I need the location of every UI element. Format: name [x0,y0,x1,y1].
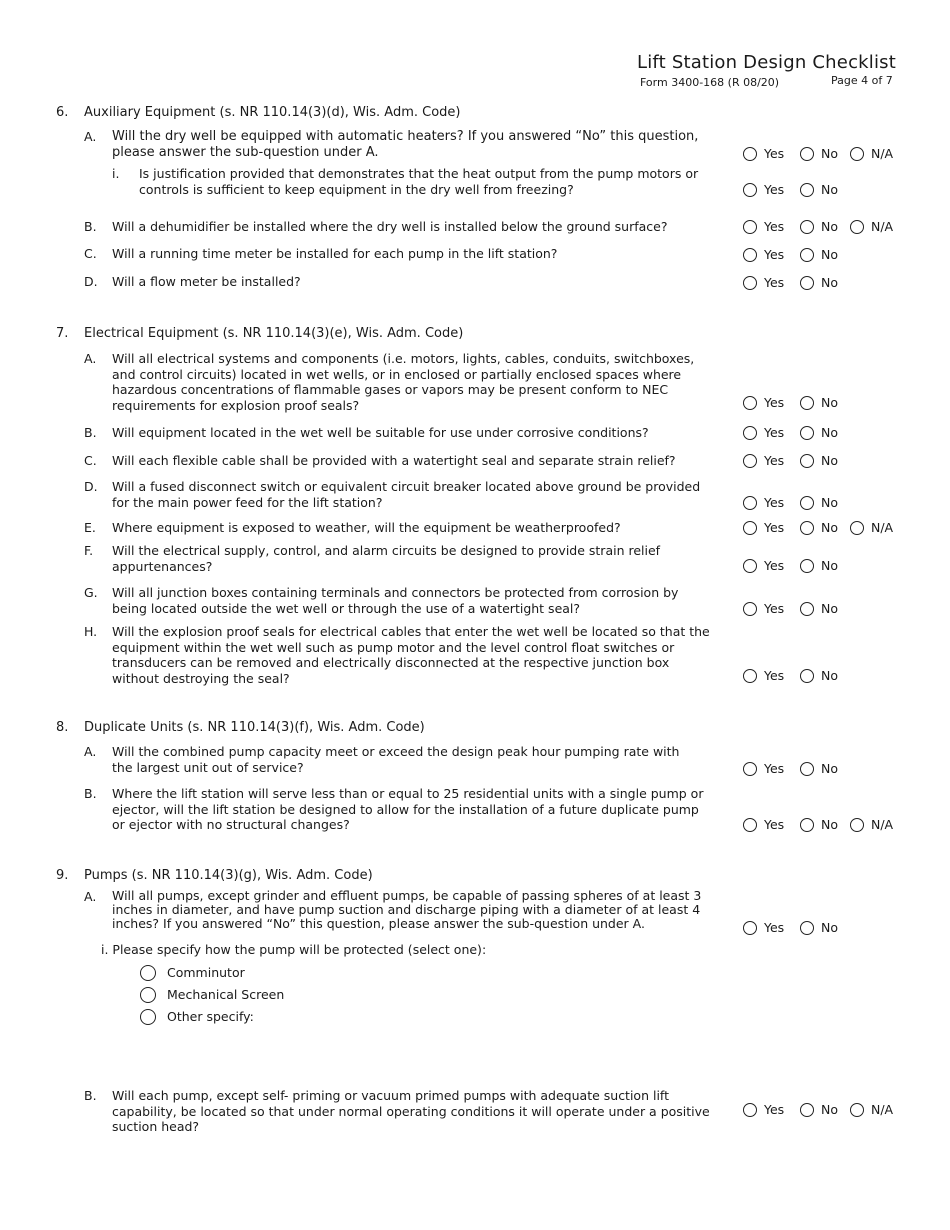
mechanical-screen-radio[interactable] [140,987,156,1003]
q7d-no-radio[interactable] [800,496,814,510]
q6b-letter: B. [84,219,97,234]
q9b-text: Will each pump, except self- priming or vacuum primed pumps with adequate suction lift capability, be located so that under normal operating conditions it will operate under a positive suction head? [112,1088,710,1134]
q6ai-yes-label: Yes [764,182,785,197]
q7e-na-label: N/A [871,520,894,535]
form-number: Form 3400-168 (R 08/20) [640,76,780,89]
q7b-no-label: No [821,425,838,440]
q6d-text: Will a flow meter be installed? [112,274,301,289]
section-7-number: 7. [56,326,69,341]
q7f-no-radio[interactable] [800,559,814,573]
q7c-no-label: No [821,453,838,468]
q6b-no-label: No [821,219,838,234]
q8a-yes-radio[interactable] [743,762,757,776]
q9a-yes-label: Yes [764,920,785,935]
q6b-no-radio[interactable] [800,220,814,234]
q7c-text: Will each flexible cable shall be provided with a watertight seal and separate strain relief? [112,453,676,468]
q7f-yes-label: Yes [764,558,785,573]
q8a-no-label: No [821,761,838,776]
q9b-yes-radio[interactable] [743,1103,757,1117]
q7d-no-label: No [821,495,838,510]
q6d-no-label: No [821,275,838,290]
q7e-no-radio[interactable] [800,521,814,535]
q7d-yes-radio[interactable] [743,496,757,510]
q9b-na-radio[interactable] [850,1103,864,1117]
q7h-text: Will the explosion proof seals for electrical cables that enter the wet well be located so that the equipment within the wet well such as pump motor and the level control float switches or transducers can be removed and electrically disconnected at the respective junction box without destroying the seal? [112,624,710,686]
q6a-text: Will the dry well be equipped with automatic heaters? If you answered “No” this question, please answer the sub-question under A. [112,129,699,160]
mechanical-screen-label: Mechanical Screen [167,987,285,1002]
q7h-yes-label: Yes [764,668,785,683]
q6a-yes-radio[interactable] [743,147,757,161]
q6b-text: Will a dehumidifier be installed where the dry well is installed below the ground surface? [112,219,668,234]
section-8-title: Duplicate Units (s. NR 110.14(3)(f), Wis. Adm. Code) [84,720,425,735]
q6d-no-radio[interactable] [800,276,814,290]
q6a-no-radio[interactable] [800,147,814,161]
comminutor-radio[interactable] [140,965,156,981]
q9b-no-label: No [821,1102,838,1117]
q7h-letter: H. [84,624,98,639]
q7a-no-label: No [821,395,838,410]
q7g-letter: G. [84,585,98,600]
q7b-no-radio[interactable] [800,426,814,440]
q7e-yes-label: Yes [764,520,785,535]
q6b-yes-label: Yes [764,219,785,234]
q8b-na-radio[interactable] [850,818,864,832]
q7h-no-label: No [821,668,838,683]
page-number: Page 4 of 7 [831,74,893,87]
q7h-yes-radio[interactable] [743,669,757,683]
q7c-letter: C. [84,453,97,468]
q9b-na-label: N/A [871,1102,894,1117]
q7c-yes-radio[interactable] [743,454,757,468]
q8b-no-radio[interactable] [800,818,814,832]
q7a-no-radio[interactable] [800,396,814,410]
q7a-yes-label: Yes [764,395,785,410]
section-9-number: 9. [56,868,69,883]
q7g-text: Will all junction boxes containing terminals and connectors be protected from corrosion by being located outside the wet well or through the use of a watertight seal? [112,585,679,616]
q6ai-yes-radio[interactable] [743,183,757,197]
q8b-na-label: N/A [871,817,894,832]
section-8-number: 8. [56,720,69,735]
q7a-yes-radio[interactable] [743,396,757,410]
q6ai-letter: i. [112,166,120,181]
q6c-yes-label: Yes [764,247,785,262]
q8a-no-radio[interactable] [800,762,814,776]
q9b-letter: B. [84,1088,97,1103]
q7b-yes-radio[interactable] [743,426,757,440]
q7b-letter: B. [84,425,97,440]
q7a-text: Will all electrical systems and components (i.e. motors, lights, cables, conduits, switchboxes, and control circuits) located in wet wells, or in enclosed or partially enclosed spaces where hazardous concentrations of flammable gases or vapors may be present conform to NEC requirements for explosion proof seals? [112,351,695,413]
q7d-yes-label: Yes [764,495,785,510]
q9b-yes-label: Yes [764,1102,785,1117]
page-title: Lift Station Design Checklist [637,52,897,73]
q6b-na-label: N/A [871,219,894,234]
q6c-no-radio[interactable] [800,248,814,262]
section-6-number: 6. [56,105,69,120]
q6b-na-radio[interactable] [850,220,864,234]
q7a-letter: A. [84,351,97,366]
comminutor-label: Comminutor [167,965,245,980]
q6b-yes-radio[interactable] [743,220,757,234]
q6d-letter: D. [84,274,98,289]
q7e-na-radio[interactable] [850,521,864,535]
q9a-no-label: No [821,920,838,935]
q6ai-text: Is justification provided that demonstrates that the heat output from the pump motors or controls is sufficient to keep equipment in the dry well from freezing? [139,166,699,197]
q7b-yes-label: Yes [764,425,785,440]
q6c-yes-radio[interactable] [743,248,757,262]
q7g-no-label: No [821,601,838,616]
q8b-text: Where the lift station will serve less than or equal to 25 residential units with a single pump or ejector, will the lift station be designed to allow for the installation of a future duplicate pump or ejector with no structural changes? [112,786,704,832]
q7c-yes-label: Yes [764,453,785,468]
q6a-letter: A. [84,129,97,144]
q8b-letter: B. [84,786,97,801]
q8b-no-label: No [821,817,838,832]
other-specify-label: Other specify: [167,1009,254,1024]
q7g-yes-radio[interactable] [743,602,757,616]
q7e-yes-radio[interactable] [743,521,757,535]
q6ai-no-label: No [821,182,838,197]
q7b-text: Will equipment located in the wet well be suitable for use under corrosive conditions? [112,425,649,440]
q7e-text: Where equipment is exposed to weather, will the equipment be weatherproofed? [112,520,621,535]
q8a-text: Will the combined pump capacity meet or exceed the design peak hour pumping rate with the largest unit out of service? [112,744,680,775]
q6a-yes-label: Yes [764,146,785,161]
q9a-no-radio[interactable] [800,921,814,935]
q6a-na-label: N/A [871,146,894,161]
q8a-letter: A. [84,744,97,759]
section-7-title: Electrical Equipment (s. NR 110.14(3)(e), Wis. Adm. Code) [84,326,464,341]
q7f-no-label: No [821,558,838,573]
q9b-no-radio[interactable] [800,1103,814,1117]
section-9-title: Pumps (s. NR 110.14(3)(g), Wis. Adm. Code) [84,868,373,883]
q6c-letter: C. [84,246,97,261]
q9a-letter: A. [84,889,97,904]
section-6-title: Auxiliary Equipment (s. NR 110.14(3)(d), Wis. Adm. Code) [84,105,461,120]
q7c-no-radio[interactable] [800,454,814,468]
q6a-na-radio[interactable] [850,147,864,161]
q7e-letter: E. [84,520,96,535]
q8b-yes-radio[interactable] [743,818,757,832]
q7g-no-radio[interactable] [800,602,814,616]
q6a-no-label: No [821,146,838,161]
q7d-text: Will a fused disconnect switch or equivalent circuit breaker located above ground be provided for the main power feed for the lift station? [112,479,701,510]
q7f-letter: F. [84,543,94,558]
q6c-text: Will a running time meter be installed for each pump in the lift station? [112,246,558,261]
q7e-no-label: No [821,520,838,535]
q6d-yes-label: Yes [764,275,785,290]
q9a-text: Will all pumps, except grinder and effluent pumps, be capable of passing spheres of at least 3 inches in diameter, and have pump suction and discharge piping with a diameter of at least 4 inches? If you answered “No” this question, please answer the sub-question under A. [112,888,702,931]
q6ai-no-radio[interactable] [800,183,814,197]
q8b-yes-label: Yes [764,817,785,832]
q9ai-text: i. Please specify how the pump will be protected (select one): [101,942,487,957]
q7d-letter: D. [84,479,98,494]
q7f-yes-radio[interactable] [743,559,757,573]
q7f-text: Will the electrical supply, control, and alarm circuits be designed to provide strain relief appurtenances? [112,543,661,574]
q6c-no-label: No [821,247,838,262]
q7g-yes-label: Yes [764,601,785,616]
q8a-yes-label: Yes [764,761,785,776]
other-specify-radio[interactable] [140,1009,156,1025]
q6d-yes-radio[interactable] [743,276,757,290]
q7h-no-radio[interactable] [800,669,814,683]
q9a-yes-radio[interactable] [743,921,757,935]
